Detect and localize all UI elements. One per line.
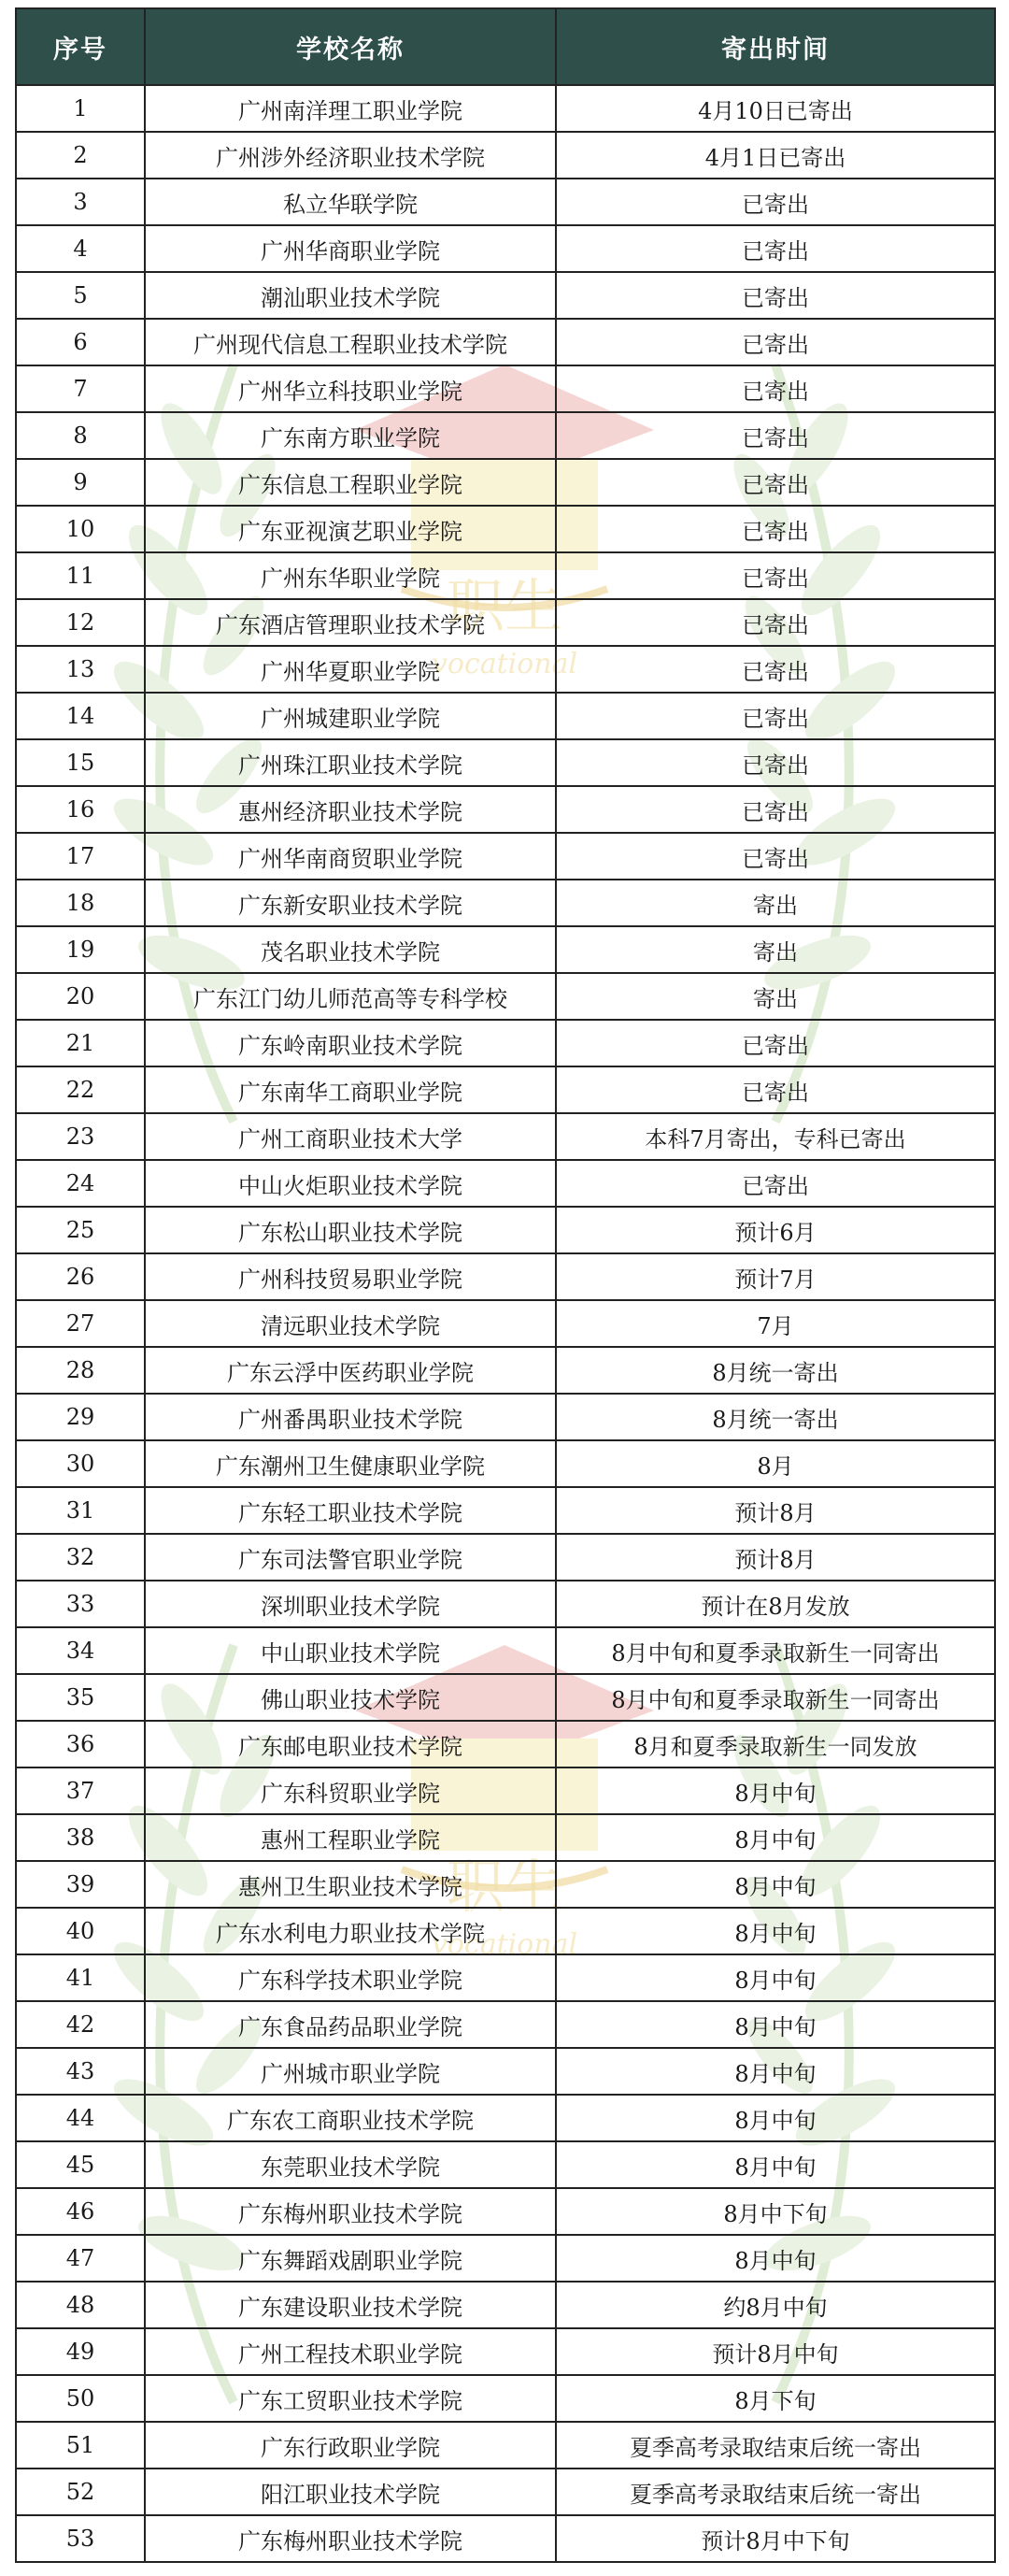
row-index: 41 [16,1954,145,2001]
mailing-time: 8月统一寄出 [556,1347,995,1394]
table-row [16,786,995,833]
school-name: 广东云浮中医药职业学院 [145,1347,556,1394]
school-name: 广东农工商职业技术学院 [145,2095,556,2141]
mailing-time: 预计8月 [556,1534,995,1581]
row-index: 8 [16,412,145,459]
table-row [16,1113,995,1160]
row-index: 48 [16,2282,145,2328]
table-row [16,1767,995,1814]
table-row [16,693,995,739]
mailing-time: 8月中下旬 [556,2188,995,2235]
mailing-time: 已寄出 [556,365,995,412]
school-name: 广东潮州卫生健康职业学院 [145,1440,556,1487]
school-name: 广东舞蹈戏剧职业学院 [145,2235,556,2282]
school-name: 广州华商职业学院 [145,225,556,272]
school-name: 惠州卫生职业技术学院 [145,1861,556,1908]
table-row [16,833,995,880]
table-row [16,225,995,272]
row-index: 6 [16,319,145,365]
row-index: 34 [16,1627,145,1674]
mailing-time: 预计在8月发放 [556,1581,995,1627]
school-name: 广州南洋理工职业学院 [145,85,556,132]
row-index: 31 [16,1487,145,1534]
row-index: 42 [16,2001,145,2048]
mailing-time: 8月和夏季录取新生一同发放 [556,1721,995,1767]
row-index: 29 [16,1394,145,1440]
row-index: 22 [16,1066,145,1113]
mailing-time: 已寄出 [556,225,995,272]
mailing-time: 预计6月 [556,1207,995,1253]
school-name: 广东梅州职业技术学院 [145,2188,556,2235]
row-index: 28 [16,1347,145,1394]
row-index: 32 [16,1534,145,1581]
mailing-time: 已寄出 [556,412,995,459]
table-row [16,1861,995,1908]
mailing-time: 8月统一寄出 [556,1394,995,1440]
table-row [16,1066,995,1113]
table-row [16,1300,995,1347]
mailing-time: 4月10日已寄出 [556,85,995,132]
mailing-time: 夏季高考录取结束后统一寄出 [556,2469,995,2515]
mailing-time: 已寄出 [556,599,995,646]
row-index: 37 [16,1767,145,1814]
row-index: 10 [16,506,145,552]
school-name: 广东食品药品职业学院 [145,2001,556,2048]
mailing-time: 夏季高考录取结束后统一寄出 [556,2422,995,2469]
svg-text:vocational: vocational [431,648,578,680]
mailing-time: 已寄出 [556,739,995,786]
school-name: 广东酒店管理职业技术学院 [145,599,556,646]
mailing-time: 已寄出 [556,646,995,693]
table-row [16,926,995,973]
school-name: 广州科技贸易职业学院 [145,1253,556,1300]
row-index: 17 [16,833,145,880]
table-row [16,1954,995,2001]
mailing-time: 约8月中旬 [556,2282,995,2328]
row-index: 21 [16,1020,145,1066]
table-row [16,2282,995,2328]
header-school-name: 学校名称 [145,8,556,85]
mailing-time: 已寄出 [556,1020,995,1066]
table-row [16,1020,995,1066]
school-name: 广州城建职业学院 [145,693,556,739]
mailing-time: 8月中旬 [556,2141,995,2188]
table-row [16,319,995,365]
table-row [16,1487,995,1534]
school-name: 阳江职业技术学院 [145,2469,556,2515]
table-row [16,2328,995,2375]
row-index: 50 [16,2375,145,2422]
mailing-time: 已寄出 [556,459,995,506]
mailing-time: 已寄出 [556,786,995,833]
mailing-time: 寄出 [556,926,995,973]
row-index: 19 [16,926,145,973]
mailing-time: 已寄出 [556,1066,995,1113]
row-index: 47 [16,2235,145,2282]
table-row [16,2469,995,2515]
table-row [16,1347,995,1394]
row-index: 52 [16,2469,145,2515]
table-row [16,973,995,1020]
row-index: 16 [16,786,145,833]
mailing-time: 8月中旬和夏季录取新生一同寄出 [556,1627,995,1674]
school-name: 中山火炬职业技术学院 [145,1160,556,1207]
mailing-time: 预计8月中旬 [556,2328,995,2375]
table-row [16,2188,995,2235]
school-name: 惠州工程职业学院 [145,1814,556,1861]
table-row [16,880,995,926]
school-name: 潮汕职业技术学院 [145,272,556,319]
table-row [16,2515,995,2562]
school-name: 广东建设职业技术学院 [145,2282,556,2328]
table-header [16,8,995,85]
row-index: 5 [16,272,145,319]
header-index: 序号 [16,8,145,85]
table-row [16,1721,995,1767]
school-name: 广州华立科技职业学院 [145,365,556,412]
row-index: 7 [16,365,145,412]
school-name: 广东行政职业学院 [145,2422,556,2469]
row-index: 26 [16,1253,145,1300]
row-index: 13 [16,646,145,693]
row-index: 18 [16,880,145,926]
mailing-time: 8月中旬 [556,1861,995,1908]
school-name: 广东亚视演艺职业学院 [145,506,556,552]
school-name: 佛山职业技术学院 [145,1674,556,1721]
row-index: 40 [16,1908,145,1954]
row-index: 36 [16,1721,145,1767]
mailing-time: 预计7月 [556,1253,995,1300]
mailing-time: 8月中旬 [556,2095,995,2141]
mailing-time: 已寄出 [556,833,995,880]
mailing-time: 8月中旬 [556,1908,995,1954]
table-row [16,1253,995,1300]
school-name: 广州城市职业学院 [145,2048,556,2095]
school-name: 惠州经济职业技术学院 [145,786,556,833]
table-row [16,599,995,646]
svg-text:职生: 职生 [446,572,563,640]
row-index: 23 [16,1113,145,1160]
table-body [16,85,995,2562]
table-row [16,739,995,786]
table-row [16,1674,995,1721]
school-name: 中山职业技术学院 [145,1627,556,1674]
school-name: 茂名职业技术学院 [145,926,556,973]
mailing-time: 已寄出 [556,506,995,552]
table-row [16,2375,995,2422]
table-row [16,1160,995,1207]
table-row [16,2048,995,2095]
mailing-time: 已寄出 [556,552,995,599]
school-name: 广州华南商贸职业学院 [145,833,556,880]
school-mailing-table [15,7,996,2563]
svg-text:职生: 职生 [446,1853,563,1921]
row-index: 27 [16,1300,145,1347]
table-row [16,2095,995,2141]
school-name: 广州番禺职业技术学院 [145,1394,556,1440]
row-index: 39 [16,1861,145,1908]
table-row [16,412,995,459]
table-row [16,1394,995,1440]
table-row [16,1534,995,1581]
mailing-time: 已寄出 [556,319,995,365]
header-mailing-time: 寄出时间 [556,8,995,85]
row-index: 11 [16,552,145,599]
table-row [16,459,995,506]
school-name: 广东司法警官职业学院 [145,1534,556,1581]
table-row [16,1440,995,1487]
header-row [16,8,995,85]
table-row [16,1581,995,1627]
table-row [16,2141,995,2188]
mailing-time: 本科7月寄出，专科已寄出 [556,1113,995,1160]
mailing-time: 4月1日已寄出 [556,132,995,179]
mailing-time: 7月 [556,1300,995,1347]
mailing-time: 8月中旬 [556,2235,995,2282]
table-row [16,2235,995,2282]
school-name: 广州工商职业技术大学 [145,1113,556,1160]
row-index: 15 [16,739,145,786]
row-index: 14 [16,693,145,739]
svg-text:vocational: vocational [431,1928,578,1961]
row-index: 33 [16,1581,145,1627]
school-name: 广东信息工程职业学院 [145,459,556,506]
table-row [16,646,995,693]
school-name: 东莞职业技术学院 [145,2141,556,2188]
row-index: 53 [16,2515,145,2562]
table-row [16,179,995,225]
mailing-time: 8月中旬 [556,2048,995,2095]
row-index: 38 [16,1814,145,1861]
school-name: 广东水利电力职业技术学院 [145,1908,556,1954]
table-row [16,85,995,132]
mailing-time: 8月中旬 [556,1814,995,1861]
school-name: 广东梅州职业技术学院 [145,2515,556,2562]
school-name: 清远职业技术学院 [145,1300,556,1347]
table-row [16,552,995,599]
mailing-time: 寄出 [556,973,995,1020]
mailing-time: 8月中旬和夏季录取新生一同寄出 [556,1674,995,1721]
row-index: 30 [16,1440,145,1487]
table-row [16,1207,995,1253]
row-index: 24 [16,1160,145,1207]
school-name: 广东新安职业技术学院 [145,880,556,926]
school-name: 深圳职业技术学院 [145,1581,556,1627]
row-index: 25 [16,1207,145,1253]
mailing-time: 预计8月 [556,1487,995,1534]
row-index: 51 [16,2422,145,2469]
mailing-time: 已寄出 [556,693,995,739]
table-row [16,1627,995,1674]
mailing-time: 8月 [556,1440,995,1487]
mailing-time: 已寄出 [556,179,995,225]
school-name: 广东南华工商职业学院 [145,1066,556,1113]
table-row [16,2422,995,2469]
row-index: 12 [16,599,145,646]
row-index: 2 [16,132,145,179]
mailing-time: 已寄出 [556,272,995,319]
table-row [16,132,995,179]
table-row [16,506,995,552]
table-row [16,365,995,412]
table-row [16,272,995,319]
row-index: 43 [16,2048,145,2095]
row-index: 35 [16,1674,145,1721]
school-name: 广东南方职业学院 [145,412,556,459]
school-name: 广州珠江职业技术学院 [145,739,556,786]
row-index: 3 [16,179,145,225]
school-name: 广州涉外经济职业技术学院 [145,132,556,179]
row-index: 49 [16,2328,145,2375]
row-index: 44 [16,2095,145,2141]
school-name: 广东科贸职业学院 [145,1767,556,1814]
school-name: 广东轻工职业技术学院 [145,1487,556,1534]
row-index: 1 [16,85,145,132]
row-index: 46 [16,2188,145,2235]
mailing-time: 8月中旬 [556,1767,995,1814]
school-name: 广州工程技术职业学院 [145,2328,556,2375]
school-name: 广东工贸职业技术学院 [145,2375,556,2422]
school-name: 私立华联学院 [145,179,556,225]
mailing-time: 8月下旬 [556,2375,995,2422]
row-index: 9 [16,459,145,506]
table-row [16,2001,995,2048]
school-name: 广州华夏职业学院 [145,646,556,693]
table-container [15,7,994,2563]
school-name: 广东江门幼儿师范高等专科学校 [145,973,556,1020]
row-index: 20 [16,973,145,1020]
row-index: 45 [16,2141,145,2188]
table-row [16,1814,995,1861]
mailing-time: 8月中旬 [556,2001,995,2048]
row-index: 4 [16,225,145,272]
mailing-time: 预计8月中下旬 [556,2515,995,2562]
school-name: 广东岭南职业技术学院 [145,1020,556,1066]
mailing-time: 8月中旬 [556,1954,995,2001]
school-name: 广东科学技术职业学院 [145,1954,556,2001]
school-name: 广东松山职业技术学院 [145,1207,556,1253]
mailing-time: 寄出 [556,880,995,926]
table-row [16,1908,995,1954]
school-name: 广东邮电职业技术学院 [145,1721,556,1767]
school-name: 广州现代信息工程职业技术学院 [145,319,556,365]
school-name: 广州东华职业学院 [145,552,556,599]
mailing-time: 已寄出 [556,1160,995,1207]
